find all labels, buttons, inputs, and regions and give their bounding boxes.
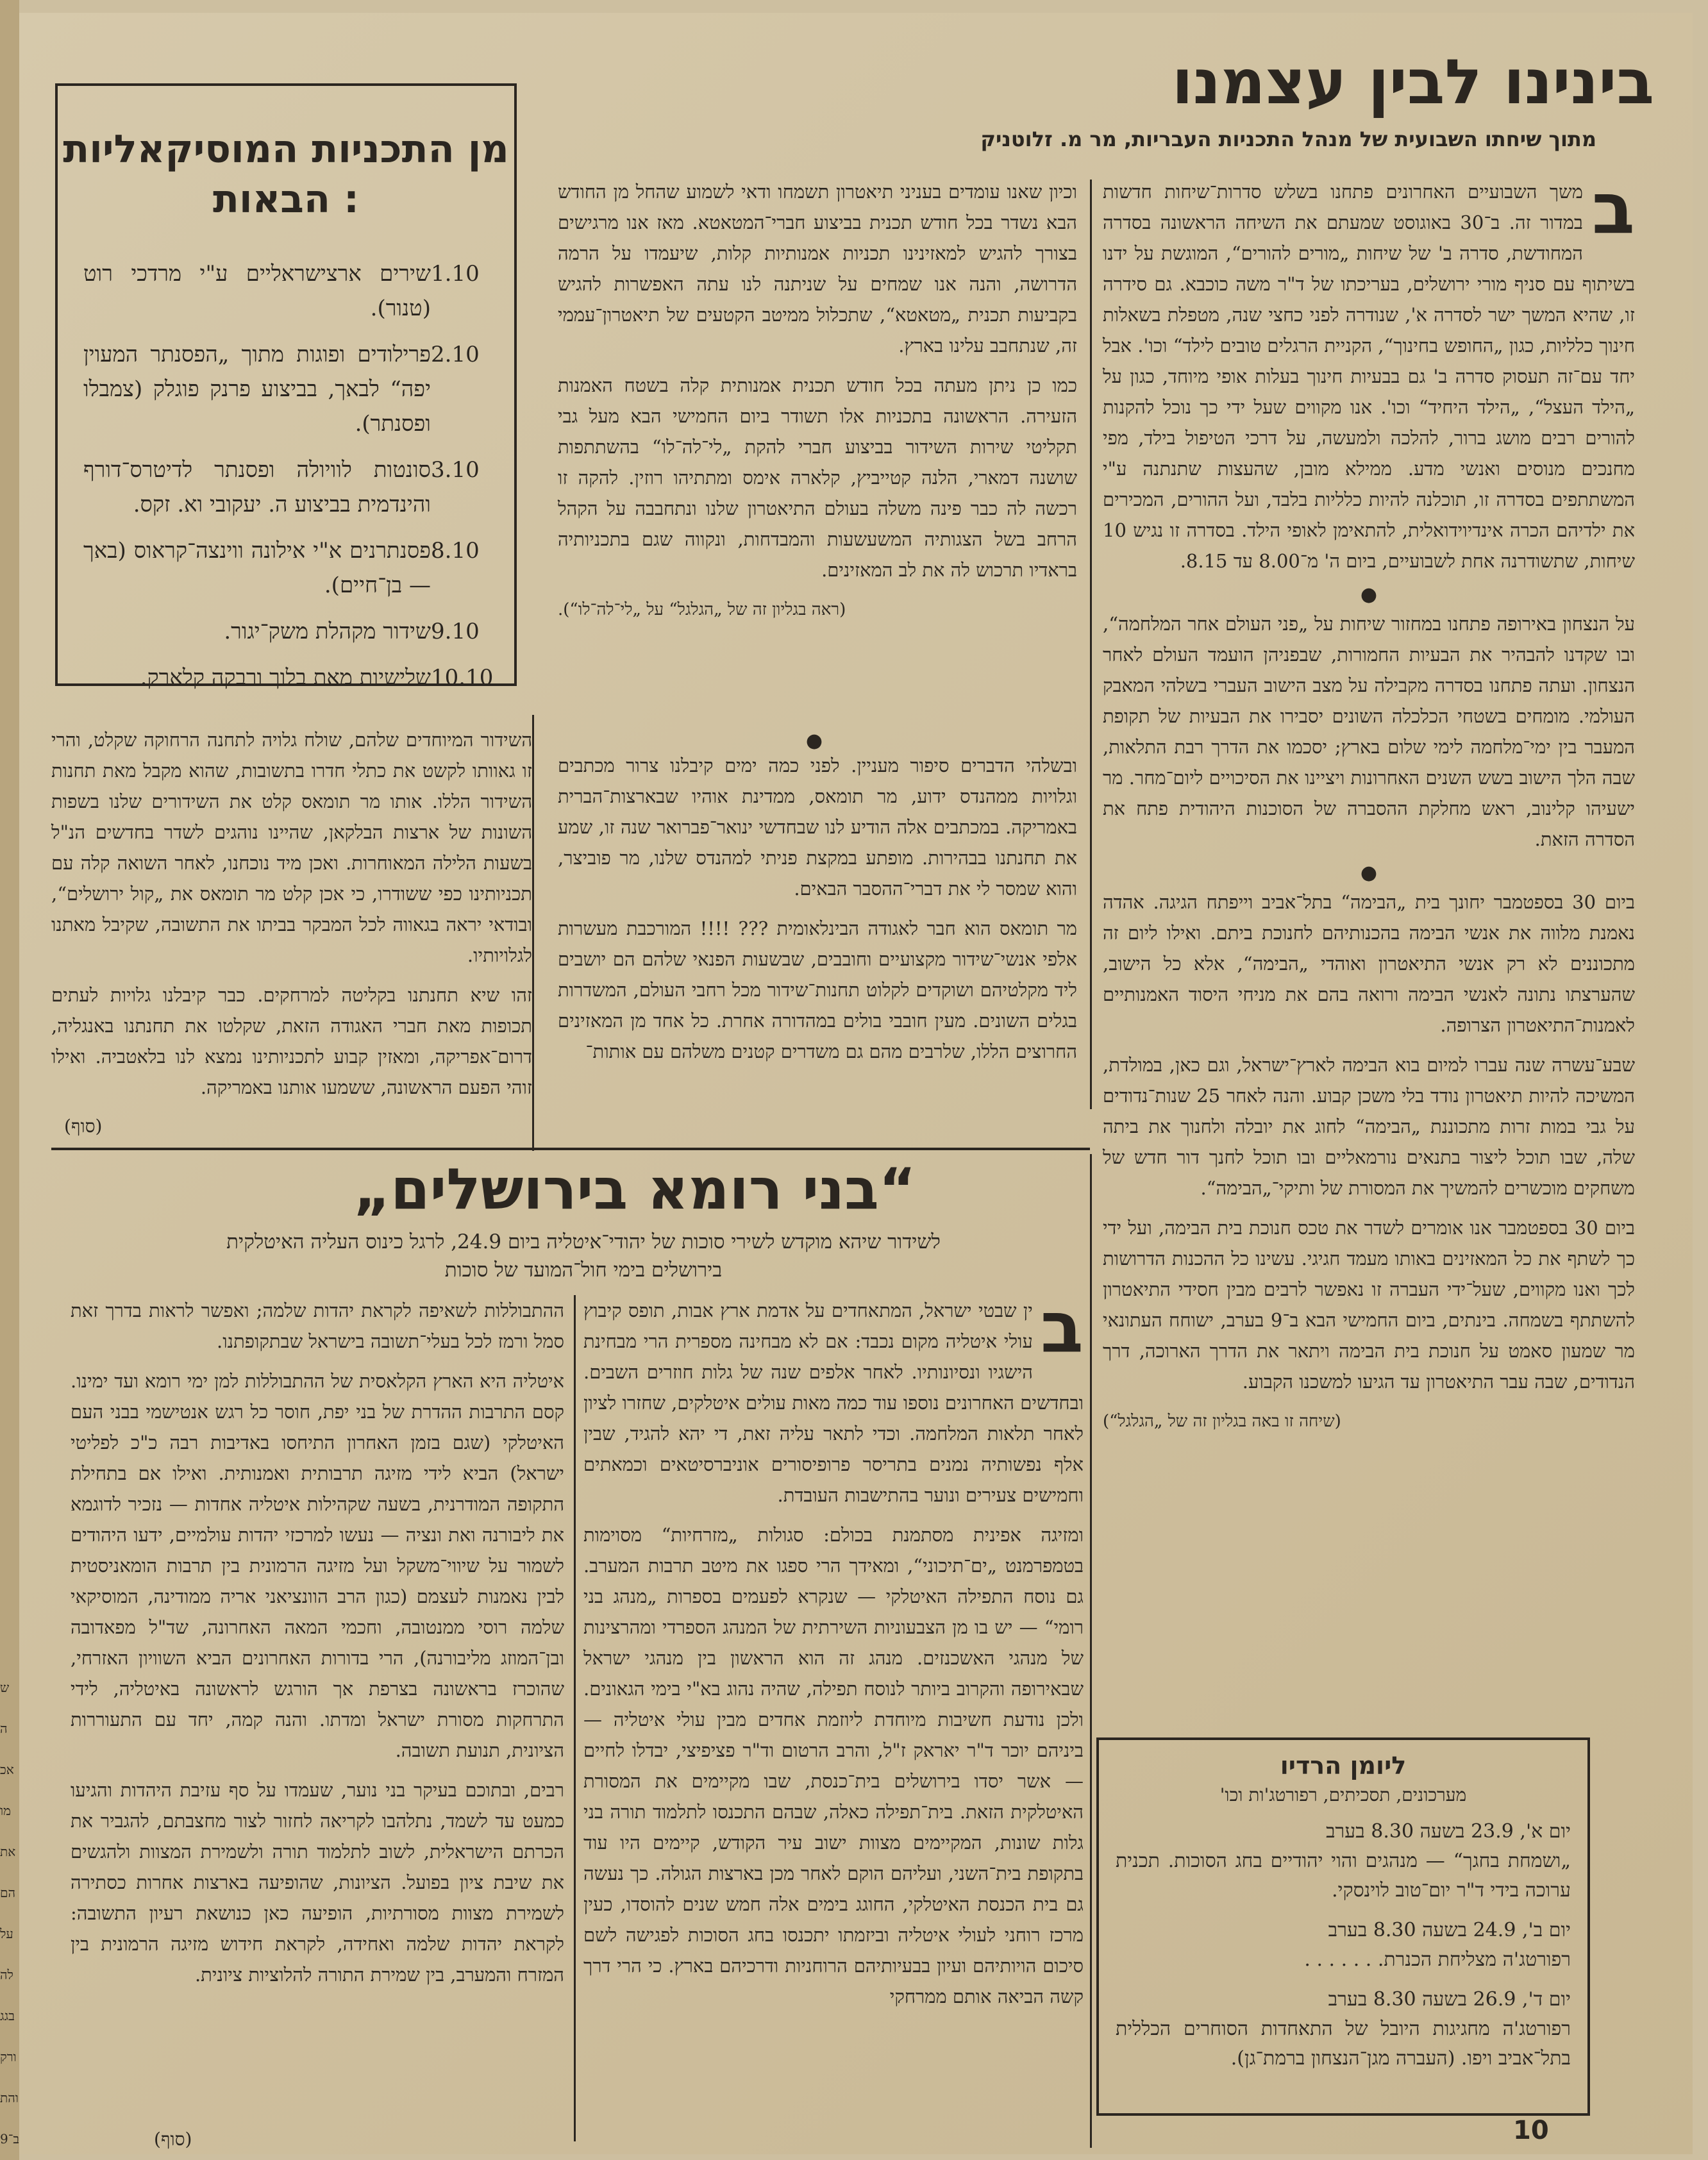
lead-note: (ראה בגליון זה של „הגלגל“ על „לי־לה־לו“).	[558, 600, 846, 619]
radio-entry-date: יום ד', 26.9 בשעה 8.30 בערב	[1328, 1988, 1571, 2011]
margin-fragment: ה	[0, 1721, 8, 1736]
margin-fragment: לה	[0, 1967, 13, 1982]
lead-paragraph: שבע־עשרה שנה עברו למיום בוא הבימה לארץ־ישראל, וגם כאן, במולדת, המשיכה להיות תיאטרון נודד בלי משכן קבוע. והנה לאחר 25 שנות־נדודים על גבי במות זרות מתכוננת „הבימה“ לחוג את יובלה ולחנוך את ביתה שלה, שבו תוכל ליצור בתנאים נורמאליים ובו תוכל לחנך דור חדש של משחקים מוכשרים להמשיך את המסורת של ותיקי־„הבימה“.	[1103, 1054, 1635, 1199]
music-item	[83, 256, 489, 326]
music-box-list	[83, 256, 494, 695]
column-divider	[574, 1295, 576, 2141]
rome-paragraph: רבים, ובתוכם בעיקר בני נוער, שעמדו על סף עזיבת היהדות והגיעו כמעט עד לשמד, נתלהבו לקריאה לחזור לצור מחצבתם, להגביר את הכרתם הישראלית, לשוב לתלמוד תורה ולשמירת המצוות ולהגשים את שיבת ציון בפועל. הציונות, שהופיעה בארצות אחרות כסתירה לשמירת מצוות מסורתיות, הופיעה כאן כנושאת רעיון התשובה: לקראת יהדות שלמה ואחידה, לקראת חידוש מזיגה הרמונית בין המזרח והמערב, בין שמירת התורה להלוציות ציונית.	[71, 1779, 564, 1986]
music-item-date: 8.10	[431, 538, 480, 564]
lead-column-2b	[558, 750, 1077, 1109]
margin-fragment: אכ	[0, 1762, 14, 1777]
margin-fragment: והת	[0, 2090, 19, 2106]
music-programs-box	[55, 83, 517, 691]
margin-fragment: על	[0, 1926, 13, 1941]
music-item-date: 10.10	[431, 665, 494, 691]
music-item	[83, 337, 489, 441]
rome-subtitle-2: בירושלים בימי חול־המועד של סוכות	[444, 1259, 723, 1282]
lead-column-2	[558, 176, 1077, 734]
music-item	[83, 453, 489, 522]
rome-column-2	[71, 1295, 564, 2129]
lead-paragraph: זהו שיא תחנתנו בקליטה למרחקים. כבר קיבלנו גלויות לעתים תכופות מאת חברי האגודה הזאת, שקלטו את תחנתנו באנגליה, דרום־אפריקה, ומאזין קבוע לתכניותינו נמצא לנו בלאטביה. ואילו זוהי הפעם הראשונה, ששמעו אותנו באמריקה.	[51, 984, 532, 1098]
music-item-date: 9.10	[431, 619, 480, 644]
lead-paragraph: מר תומאס הוא חבר לאגודה הבינלאומית ??? !!!! המורכבת מעשרות אלפי אנשי־שידור מקצועיים וחובבים, שבשעות הפנאי שלהם הם יושבים ליד מקלטיהם ושוקדים לקלוט תחנות־שידור מכל רחבי העולם, המשדרות בגלים השונים. מעין חובבי בולים במהדורה אחרת. כל אחד מן המאזינים החרוצים הללו, שלרבים מהם גם משדרים קטנים משלהם עם אותות־	[558, 917, 1077, 1062]
lead-paragraph: כמו כן ניתן מעתה בכל חודש תכנית אמנותית קלה בשטח האמנות הזעירה. הראשונה בתכניות אלו תשודר ביום החמישי הבא מעל גבי תקליטי שירות השידור בביצוע חברי להקת „לי־לה־לו“ בהשתתפות שושנה דמארי, הלנה קטייביץ, קלארה אימס ומתתיהו רוזין. להקה זו רכשה לה כבר פינה משלה בעולם התיאטרון שלנו ונתחבבה על הקהל הרחב בשל הצגותיה המשעשעות והמבדחות, ונקווה שגם בתכניותיה בראדיו תרכוש לה את לב המאזינים.	[558, 374, 1077, 581]
lead-column-1	[1103, 167, 1635, 1431]
music-item	[83, 614, 489, 649]
end-mark: (סוף)	[64, 1116, 103, 1137]
lead-paragraph: על הנצחון באירופה פתחנו במחזור שיחות על „פני העולם אחר המלחמה“, ובו שקדנו להבהיר את הבעיות החמורות, שבפניהן הועמד העולם לאחר הנצחון. ועתה פתחנו בסדרה מקבילה על מצב הישוב העברי בשלהי המאבק העולמי. מומחים בשטחי הכלכלה השונים יסבירו את הבעיות של תקופת המעבר בין ימי־מלחמה לימי שלום בארץ; יסכמו את הדרך רבת התלאות, שבה הלך הישוב בשש השנים האחרונות ויציינו את הסיכויים ליום־מחר. מר ישעיהו קלינוב, ראש מחלקת ההסברה של הסוכנות היהודית פתח את הסדרה הזאת.	[1103, 613, 1635, 850]
separator-dot: ●	[1360, 862, 1378, 884]
music-item	[83, 533, 489, 603]
music-item-text: שירים ארצישראליים ע"י מרדכי רוט (טנור).	[83, 261, 431, 321]
lead-paragraph: ביום 30 בספטמבר אנו אומרים לשדר את טכס חנוכת בית הבימה, ועל ידי כך לשתף את כל המאזינים באותו מעמד חגיגי. עשינו כל ההכנות הדרושות לכך ואנו מקווים, שעל־ידי העברה זו נאפשר לרבים מבין חסידי התיאטרון להשתתף בשמחה. בינתים, ביום החמישי הבא ב־9 בערב, ישוחח העתונאי מר שמעון סאמט על חנוכת בית הבימה ויתאר את הדרך הארוכה, דרך הנדודים, שבה עבר התיאטרון עד הגיעו למשכנו הקבוע.	[1103, 1217, 1635, 1393]
lead-column-3	[51, 724, 532, 1116]
lead-dropcap: ב	[1591, 167, 1635, 249]
radio-diary-title: ליומן הרדיו	[1280, 1752, 1407, 1780]
margin-fragment: את	[0, 1844, 16, 1859]
newspaper-page	[19, 13, 1693, 2154]
section-divider	[51, 1148, 1090, 1150]
facing-page-fragments	[0, 1667, 19, 2159]
lead-note: (שיחה זו באה בגליון זה של „הגלגל“)	[1103, 1412, 1341, 1431]
lead-title: בינינו לבין עצמנו	[1171, 46, 1654, 118]
rome-paragraph: איטליה היא הארץ הקלאסית של ההתבוללות למן ימי רומא ועד ימינו. קסם התרבות ההדרת של בני יפת, חוסר כל רגש אנטישמי בבני העם האיטלקי (שגם בזמן האחרון התיחסו באדיבות רבה כ"כ לפליטי ישראל) הביא לידי מזיגה תרבותית ואמנותית. ואילו אם בתחילת התקופה המודרנית, בשעה שקהילות איטליה אחדות — נזכיר לדוגמא את ליבורנה ואת ונציה — נעשו למרכזי יהדות עולמיים, ידעו היהודים לשמור על שיווי־משקל ועל מזיגה הרמונית בין תרבות הומאניסטית לבין נאמנות לעצמם (כגון הרב הוונציאני אריה ממודינה, המוסיקאי שלמה רוסי ממנטובה, וחכמי המאה האחרונה, שד"ל מפאדובה ובן־המוזג מליבורנה), הרי בדורות האחרונים הביא השוויון האזרחי, שהוכרז בראשונה בצרפת אך הורגש לראשונה באיטליה, לידי התרחקות מסורת ישראל ומדתו. והנה קמה, יחד עם התעוררות הציונית, תנועת תשובה.	[71, 1370, 564, 1761]
column-divider	[532, 715, 534, 1151]
radio-entry-text: „ושמחת בחגך“ — מנהגים והוי יהודיים בחג הסוכות. תכנית ערוכה בידי ד"ר יום־טוב לוינסקי.	[1116, 1850, 1571, 1902]
margin-fragment: מו	[0, 1803, 11, 1818]
radio-entry	[1116, 1817, 1571, 1905]
margin-fragment: ב־9	[0, 2131, 20, 2147]
radio-entry-text: רפורטג'ה מחגיגות היובל של התאחדות הסוחרים הכללית בתל־אביב ויפו. (העברה מגן־הנצחון ברמת־גן).	[1116, 2018, 1571, 2070]
rome-paragraph: ומזיגה אפינית מסתמנת בכולם: סגולות „מזרחיות“ מסוימות בטמפרמנט „ים־תיכוני“, ומאידך הרי ספגו את מיטב תרבות המערב. גם נוסח התפילה האיטלקי — שנקרא לפעמים בספרות „מנהג בני רומי“ — יש בו מן הצבעוניות השירתית של המנהג הספרדי ומהרצינות של מנהגי האשכנזים. מנהג זה הוא הראשון בין מנהגי ישראל שבאירופה והקרוב ביותר לנוסח תפילה, שהיה נהוג בא"י בימי הגאונים. ולכן נודעת חשיבות מיוחדת ליוזמת אחדים מבין עולי איטליה — ביניהם יוכר ד"ר יאראק ז"ל, והרב הרטום וד"ר פציפיצי, יבדלו לחיים — אשר יסדו בירושלים בית־כנסת, שבו מקיימים את המסורת האיטלקית הזאת. בית־תפילה כאלה, שבהם התכנסו לתלמוד תורה בני גלות שונות, המקיימים מצוות ישוב עיר הקודש, קיימים היו עוד בתקופת בית־השני, ועליהם הוקם לאחר מכן בארצות הגולה. כך נעשה גם בית הכנסת האיטלקי, החוגג בימים אלה חמש שנים להוסדו, כעין מרכז רוחני לעולי איטליה וביזמתו יתכנסו בחג הסוכות לפגישה לשם סיכום הויותיהם ועיון בבעיותיהם הרוחניות ודרכיהם בארץ. כי הרי דרך קשה הביאה אותם ממרחקי	[583, 1524, 1084, 2007]
margin-fragment: בגג	[0, 2008, 15, 2023]
page-number: 10	[1513, 2116, 1549, 2145]
music-item-text: שידור מקהלת משק־יגור.	[224, 619, 431, 644]
radio-entry-date: יום ב', 24.9 בשעה 8.30 בערב	[1328, 1919, 1571, 1941]
radio-entry	[1116, 1916, 1571, 1975]
rome-paragraph: ההתבוללות לשאיפה לקראת יהדות שלמה; ואפשר לראות בדרך זאת סמל ורמז לכל בעלי־תשובה בישראל שבתקופתנו.	[71, 1300, 564, 1352]
music-box-title-2: הבאות :	[213, 177, 359, 222]
music-item-text: פרילודים ופוגות מתוך „הפסנתר המעוין יפה“ לבאך, בביצוע פרנק פוגלק (צמבלו ופסנתר).	[83, 342, 431, 437]
radio-diary-subtitle: מערכונים, תסכיתים, רפורטג'ות וכו'	[1219, 1784, 1467, 1805]
margin-fragment: ש	[0, 1680, 10, 1695]
music-item-date: 1.10	[431, 261, 480, 287]
lead-paragraph: השידור המיוחדים שלהם, שולח גלויה לתחנה הרחוקה שקלט, והרי זו גאוותו לקשט את כתלי חדרו בתשובות, שהוא מקבל מאת תחנות השידור הללו. אותו מר תומאס קלט את השידורים שלנו בשפות השונות של ארצות הבלקאן, שהיינו נוהגים לשדר בחדשים הנ"ל בשעות הלילה המאוחרות. ואכן מיד נוכחנו, לאחר השואה קלה עם תכניותינו כפי ששודרו, כי אכן קלט מר תומאס את „קול ירושלים“, ובודאי יראה בגאווה לכל המבקר בביתו את התשובה, שקיבל מאתנו לגלויותיו.	[51, 729, 533, 966]
end-mark: (סוף)	[154, 2129, 192, 2150]
rome-subtitle: לשידור שיהא מוקדש לשירי סוכות של יהודי־איטליה ביום 24.9, לרגל כינוס העליה האיטלקית	[226, 1230, 941, 1253]
rome-title: „בני רומא בירושלים“	[353, 1156, 916, 1222]
lead-paragraph: משך השבועיים האחרונים פתחנו בשלש סדרות־שיחות חדשות במדור זה. ב־30 באוגוסט שמעתם את השיחה הראשונה בסדרה המחודשת, סדרה ב' של שיחות „מורים להורים“, המוגשת על ידנו בשיתוף עם סניף מורי ירושלים, בעריכתו של ד"ר משה כוכבא. גם סידרה זו, שהיא המשך ישר לסדרה א', שנודרה לפני כחצי שנה, מטפלת בשאלות חינוך כלליות, כגון „החופש בחינוך“, הקניית הרגלים טובים לילד“ וכו'. אבל יחד עם־זה תעסוק סדרה ב' גם בבעיות חינוך בעלות אופי מיוחד, כגון על „הילד העצל“, „הילד היחיד“ וכו'. אנו מקווים שעל ידי כך נוכל להקנות להורים רבים מושג ברור, להלכה ולמעשה, על דרכי הטיפול בילד, מפי מחנכים מנוסים ואנשי מדע. ממילא מובן, שהעצות שתנתנה ע"י המשתתפים בסדרה זו, תוכלנה להיות כלליות בלבד, ועל ההורים, המכירים את ילדיהם הכרה אינדיוידואלית, להתאימן לאופי הילד. בסדרה זו נגיש 10 שיחות, שתשודרנה אחת לשבועיים, ביום ה' מ־8.00 עד 8.15.	[1103, 181, 1635, 572]
separator-dot: ●	[1360, 583, 1378, 606]
rome-column-1	[583, 1286, 1084, 2148]
lead-subtitle: מתוך שיחתו השבועית של מנהל התכניות העבריות, מר מ. זלוטניק	[980, 127, 1596, 151]
rome-dropcap: ב	[1040, 1286, 1084, 1368]
music-item-date: 3.10	[431, 457, 480, 483]
rome-paragraph: ין שבטי ישראל, המתאחדים על אדמת ארץ אבות, תופס קיבוץ עולי איטליה מקום נכבד: אם לא מבחינה מספרית הרי מבחינת הישגיו ונסיונותיו. לאחר אלפים שנה של גלות חוזרים השבים. ובחדשים האחרונים נוספו עוד כמה מאות עולים איטלקים, שחזרו לציון לאחר תלאות המלחמה. וכדי לתאר עליה זאת, די יהא להגיד, שבין אלף נפשותיה נמנים בתריסר פרופיסורים אוניברסיטאים וכמאתים וחמישים צעירים ונוער בהתישבות העובדת.	[583, 1300, 1084, 1506]
radio-entry-text: רפורטג'ה מצליחת הכנרת. . . . . . .	[1304, 1948, 1571, 1971]
lead-paragraph: וכיון שאנו עומדים בעניני תיאטרון תשמחו ודאי לשמוע שהחל מן החודש הבא נשדר בכל חודש תכנית בביצוע חברי־המטאטא. מאז אנו מרגישים בצורך להגיש למאזינינו תכניות אמנותיות קלות, שיעמדו על הרמה הדרושה, והנה אנו שמחים על שניתנה לנו עתה האפשרות להגיש בקביעות תכנית „מטאטא“, שתכלול ממיטב הקטעים של תיאטרון־עממי זה, שנתחבב עלינו בארץ.	[558, 181, 1077, 356]
radio-entry	[1116, 1985, 1571, 2073]
separator-dot: ●	[805, 730, 823, 752]
lead-paragraph: ובשלהי הדברים סיפור מעניין. לפני כמה ימים קיבלנו צרור מכתבים וגלויות ממהנדס ידוע, מר תומאס, ממדינת אוהיו שבארצות־הברית באמריקה. במכתבים אלה הודיע לנו שבחדשי ינואר־פברואר שנה זו, שמע את תחנתנו בבהירות. מופתע במקצת פניתי למהנדס שלנו, מר פוביצר, והוא שמסר לי את דברי־ההסבר הבאים.	[558, 755, 1077, 900]
music-item-text: פסנתרנים א"י אילונה ווינצה־קראוס (באך — בן־חיים).	[83, 538, 431, 598]
music-item	[83, 660, 494, 695]
margin-fragment: ורק	[0, 2049, 17, 2064]
lead-paragraph: ביום 30 בספטמבר יחונך בית „הבימה“ בתל־אביב וייפתח הגיגה. אהדה נאמנת מלווה את אנשי הבימה בהכנותיהם לחנוכת ביתם. ואילו ליום זה מתכוננים לא רק אנשי התיאטרון ואוהדי „הבימה“, אלא כל הישוב, שהערצתו נתונה לאנשי הבימה ורואה בהם את מניחי היסוד האמנותיים לאמנות־התיאטרון הצרופה.	[1103, 891, 1635, 1036]
column-divider	[1090, 1154, 1092, 2148]
music-item-text: סונטות לוויולה ופסנתר לדיטרס־דורף והינדמית בביצוע ה. יעקובי וא. זקס.	[83, 457, 431, 517]
music-item-date: 2.10	[431, 342, 480, 367]
radio-entry-date: יום א', 23.9 בשעה 8.30 בערב	[1326, 1820, 1571, 1843]
music-item-text: שלישיות מאת בלוך ורבקה קלארק.	[140, 665, 431, 691]
column-divider	[1090, 180, 1092, 1109]
radio-diary-box	[1096, 1737, 1590, 2116]
music-box-title: מן התכניות המוסיקאליות	[63, 127, 509, 172]
margin-fragment: הם	[0, 1885, 15, 1900]
